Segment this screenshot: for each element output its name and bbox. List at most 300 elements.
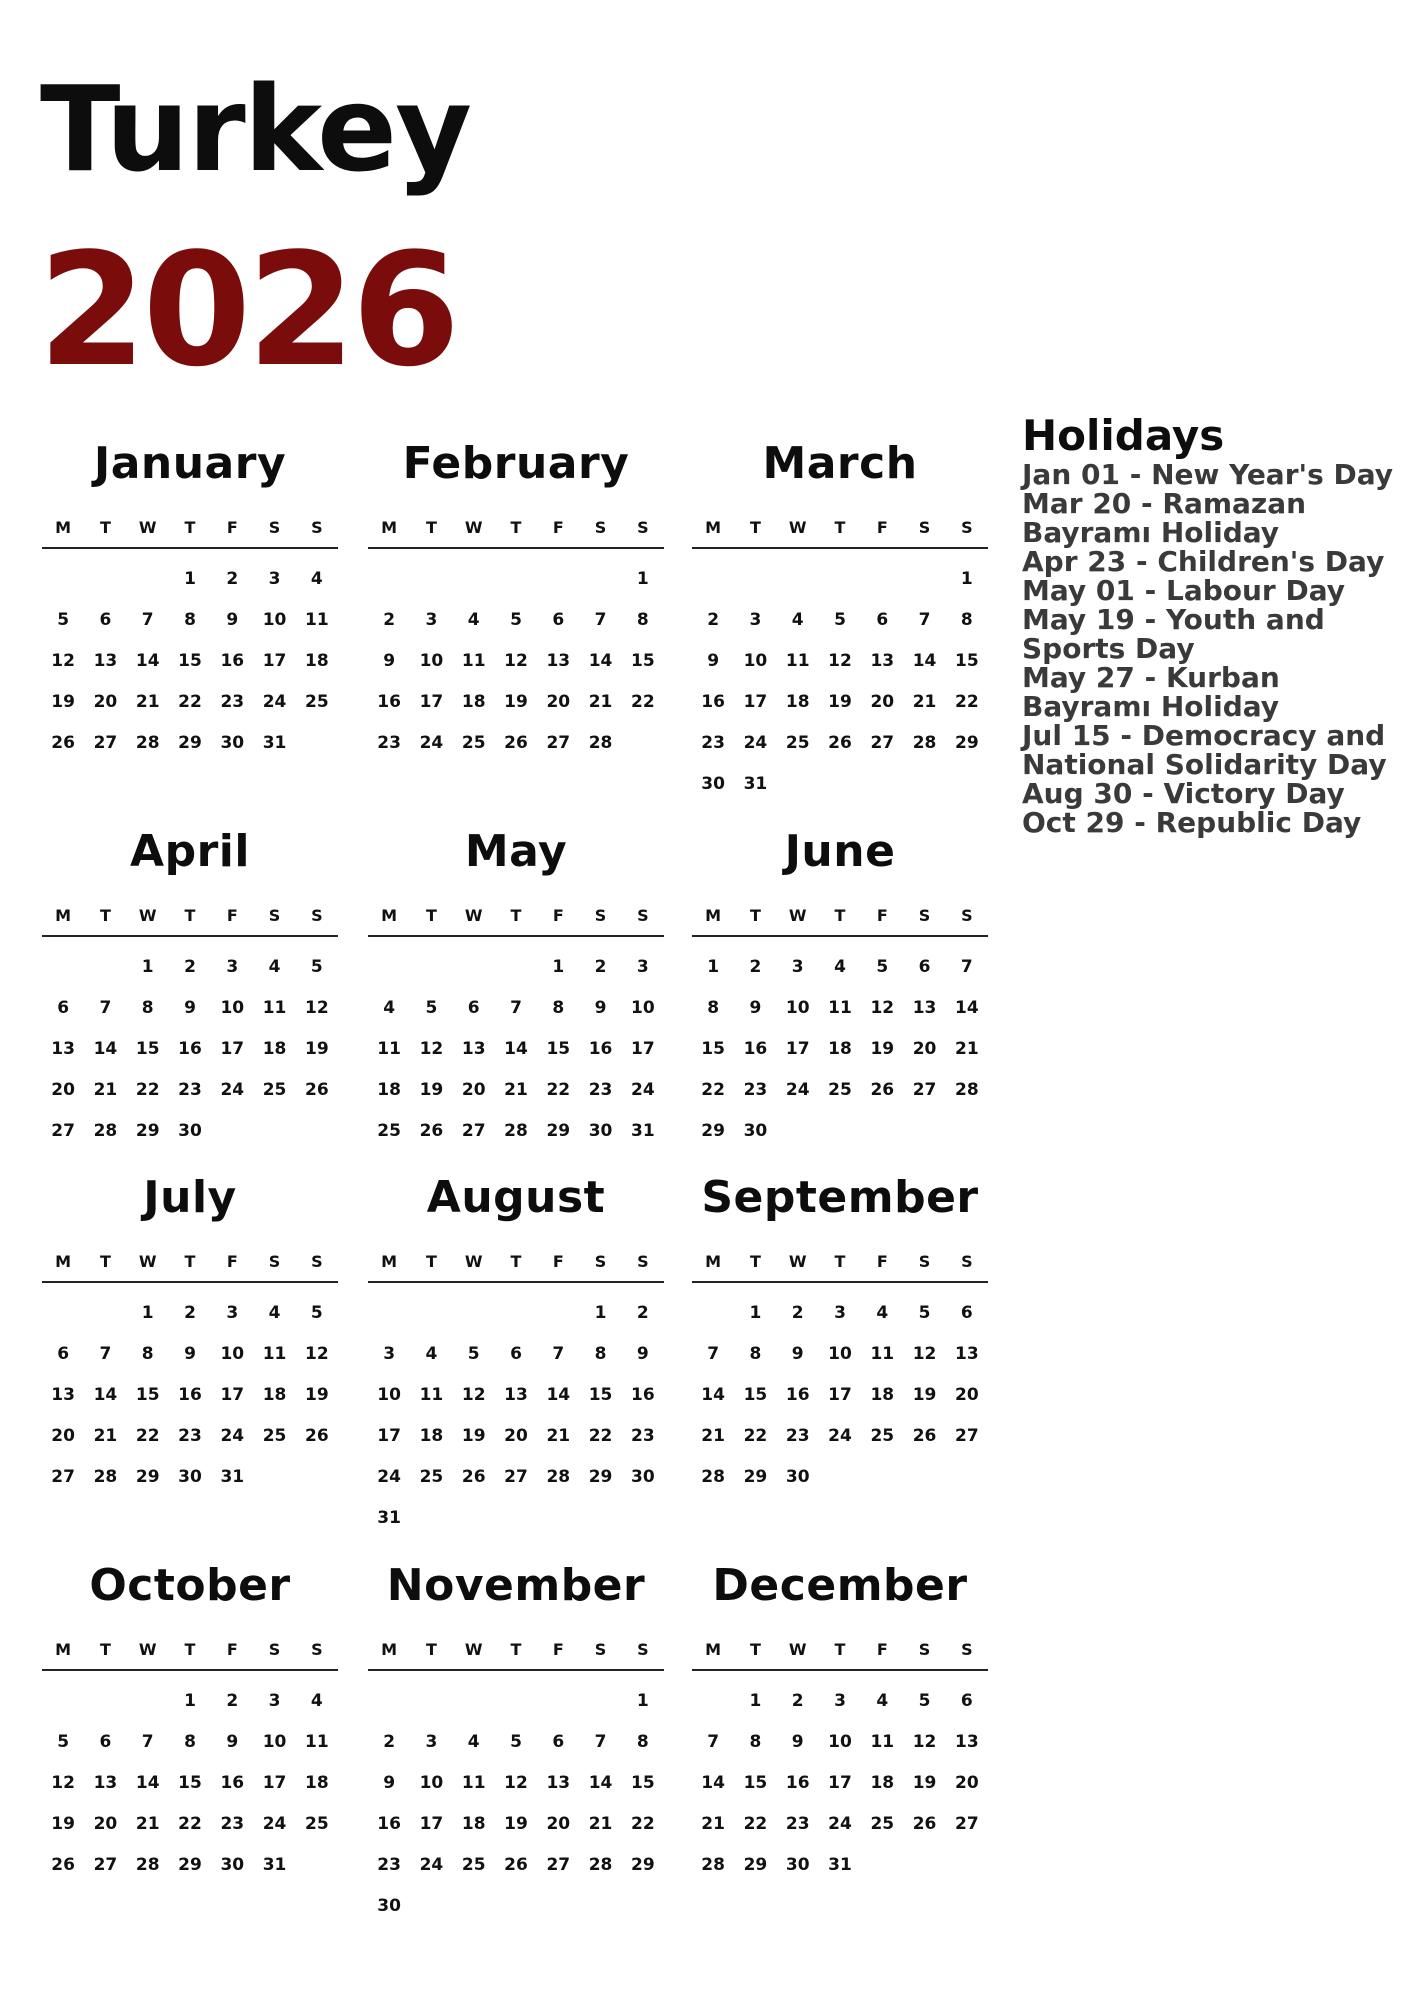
day-cell: 14 — [912, 651, 937, 671]
day-cell: 27 — [504, 1467, 528, 1487]
day-cell: 17 — [262, 1773, 287, 1793]
weekday-label: T — [510, 1252, 522, 1271]
day-cell: 27 — [955, 1814, 979, 1834]
day-cell: 3 — [425, 1732, 438, 1752]
weekday-label: S — [637, 906, 649, 925]
weekday-header-row — [692, 1640, 988, 1671]
day-cell: 12 — [828, 651, 852, 671]
day-cell: 23 — [220, 1814, 245, 1834]
country-title: Turkey — [40, 60, 470, 198]
day-cell: 9 — [184, 1344, 196, 1364]
day-cell: 20 — [912, 1039, 937, 1059]
day-cell: 18 — [377, 1080, 401, 1100]
day-cell: 1 — [636, 1691, 649, 1711]
day-cell: 11 — [785, 651, 810, 671]
day-cell: 8 — [141, 998, 154, 1018]
weekday-header-row — [368, 518, 664, 549]
weekday-header-row — [42, 518, 338, 549]
day-cell: 13 — [955, 1732, 979, 1752]
day-cell: 14 — [701, 1385, 725, 1405]
day-cell: 23 — [631, 1426, 655, 1446]
weekday-label: M — [55, 1252, 72, 1271]
day-cell: 24 — [220, 1080, 245, 1100]
day-cell: 26 — [870, 1080, 895, 1100]
day-cell: 24 — [419, 1855, 444, 1875]
weekday-label: T — [425, 1252, 437, 1271]
month-name: May — [464, 826, 568, 877]
day-grid — [42, 559, 338, 764]
day-cell: 6 — [99, 610, 112, 630]
day-cell: 23 — [785, 1814, 810, 1834]
day-cell: 24 — [419, 733, 444, 753]
day-cell: 12 — [461, 1385, 486, 1405]
weekday-label: W — [788, 1252, 807, 1271]
day-cell: 29 — [701, 1121, 725, 1141]
day-cell: 18 — [461, 1814, 486, 1834]
day-cell: 10 — [377, 1385, 401, 1405]
day-cell: 14 — [504, 1039, 528, 1059]
day-cell: 12 — [419, 1039, 444, 1059]
day-cell: 30 — [631, 1467, 655, 1487]
weekday-header-row — [368, 1252, 664, 1283]
weekday-label: W — [788, 1640, 807, 1659]
month-november — [368, 1560, 664, 1927]
weekday-label: T — [749, 518, 761, 537]
day-cell: 16 — [377, 692, 401, 712]
day-cell: 19 — [828, 692, 852, 712]
weekday-label: T — [184, 1252, 196, 1271]
day-cell: 25 — [870, 1426, 895, 1446]
day-cell: 2 — [383, 1732, 396, 1752]
day-cell: 5 — [510, 1732, 522, 1752]
empty-day-cell — [84, 947, 126, 988]
day-cell: 27 — [546, 733, 571, 753]
weekday-label: S — [918, 1252, 931, 1271]
day-cell: 3 — [383, 1344, 396, 1364]
empty-day-cell — [453, 1293, 495, 1334]
weekday-label: S — [637, 518, 649, 537]
weekday-label: S — [594, 1640, 607, 1659]
weekday-label: T — [184, 906, 196, 925]
month-september — [692, 1172, 988, 1498]
day-cell: 24 — [785, 1080, 810, 1100]
day-cell: 20 — [546, 692, 571, 712]
weekday-label: T — [184, 1640, 196, 1659]
day-cell: 16 — [785, 1385, 810, 1405]
day-cell: 13 — [504, 1385, 528, 1405]
day-cell: 5 — [876, 957, 889, 977]
day-cell: 18 — [305, 1773, 329, 1793]
weekday-label: W — [788, 518, 807, 537]
holiday-list — [1022, 460, 1402, 837]
day-cell: 4 — [310, 569, 323, 589]
day-cell: 3 — [425, 610, 438, 630]
day-cell: 1 — [594, 1303, 607, 1323]
day-cell: 28 — [135, 1855, 160, 1875]
empty-day-cell — [579, 1681, 621, 1722]
day-cell: 28 — [588, 733, 613, 753]
month-august — [368, 1172, 664, 1539]
day-cell: 7 — [99, 1344, 112, 1364]
day-cell: 13 — [870, 651, 895, 671]
day-cell: 10 — [743, 651, 768, 671]
day-cell: 8 — [636, 1732, 649, 1752]
day-cell: 14 — [955, 998, 979, 1018]
day-cell: 2 — [791, 1303, 804, 1323]
empty-day-cell — [537, 559, 579, 600]
day-grid — [692, 1681, 988, 1886]
weekday-label: S — [918, 1640, 931, 1659]
day-cell: 28 — [93, 1467, 118, 1487]
day-cell: 30 — [178, 1121, 202, 1141]
day-cell: 31 — [828, 1855, 852, 1875]
day-cell: 22 — [178, 692, 202, 712]
weekday-label: S — [637, 1252, 649, 1271]
weekday-label: S — [961, 518, 973, 537]
weekday-label: S — [918, 518, 931, 537]
weekday-label: T — [99, 518, 111, 537]
day-cell: 11 — [461, 1773, 486, 1793]
day-cell: 30 — [178, 1467, 202, 1487]
day-cell: 12 — [504, 1773, 528, 1793]
day-cell: 5 — [57, 610, 70, 630]
day-cell: 11 — [870, 1344, 895, 1364]
day-cell: 27 — [51, 1467, 75, 1487]
day-cell: 15 — [701, 1039, 725, 1059]
day-cell: 19 — [870, 1039, 895, 1059]
empty-day-cell — [42, 559, 84, 600]
day-cell: 14 — [135, 651, 160, 671]
day-cell: 16 — [588, 1039, 613, 1059]
day-cell: 21 — [701, 1426, 725, 1446]
day-cell: 13 — [93, 651, 118, 671]
day-cell: 26 — [305, 1426, 329, 1446]
weekday-label: T — [834, 1252, 846, 1271]
day-cell: 18 — [262, 1385, 287, 1405]
day-cell: 1 — [552, 957, 565, 977]
day-cell: 6 — [510, 1344, 522, 1364]
weekday-label: S — [311, 518, 323, 537]
day-cell: 28 — [701, 1467, 725, 1487]
weekday-header-row — [692, 518, 988, 549]
weekday-label: T — [749, 1640, 761, 1659]
day-cell: 25 — [461, 733, 486, 753]
day-cell: 7 — [594, 1732, 607, 1752]
day-cell: 16 — [377, 1814, 401, 1834]
day-cell: 11 — [262, 998, 287, 1018]
day-cell: 10 — [631, 998, 655, 1018]
day-cell: 6 — [57, 998, 70, 1018]
day-cell: 1 — [707, 957, 720, 977]
day-cell: 25 — [785, 733, 810, 753]
day-cell: 6 — [57, 1344, 70, 1364]
day-cell: 28 — [546, 1467, 571, 1487]
day-cell: 25 — [461, 1855, 486, 1875]
day-cell: 8 — [749, 1344, 762, 1364]
day-cell: 9 — [791, 1344, 804, 1364]
weekday-header-row — [368, 1640, 664, 1671]
day-cell: 5 — [834, 610, 846, 630]
day-cell: 30 — [701, 774, 725, 794]
day-cell: 2 — [226, 569, 239, 589]
weekday-label: T — [834, 518, 846, 537]
day-grid — [692, 559, 988, 805]
day-cell: 19 — [912, 1773, 937, 1793]
day-cell: 7 — [960, 957, 973, 977]
day-cell: 18 — [419, 1426, 444, 1446]
day-cell: 9 — [749, 998, 762, 1018]
day-cell: 20 — [51, 1080, 75, 1100]
day-cell: 7 — [707, 1344, 720, 1364]
day-cell: 9 — [594, 998, 607, 1018]
day-cell: 5 — [918, 1691, 931, 1711]
day-cell: 2 — [791, 1691, 804, 1711]
day-cell: 1 — [749, 1303, 762, 1323]
empty-day-cell — [903, 559, 945, 600]
empty-day-cell — [453, 1681, 495, 1722]
holiday-item: Apr 23 - Children's Day — [1022, 545, 1385, 578]
day-cell: 7 — [141, 1732, 154, 1752]
weekday-label: S — [594, 1252, 607, 1271]
weekday-label: M — [381, 1640, 398, 1659]
month-name: July — [143, 1172, 237, 1223]
day-cell: 30 — [220, 1855, 245, 1875]
day-cell: 30 — [785, 1855, 810, 1875]
day-cell: 9 — [707, 651, 720, 671]
day-cell: 18 — [870, 1385, 895, 1405]
day-cell: 24 — [377, 1467, 401, 1487]
day-cell: 20 — [870, 692, 895, 712]
holidays-panel — [1022, 412, 1402, 837]
weekday-label: W — [138, 1640, 157, 1659]
day-cell: 9 — [383, 651, 396, 671]
weekday-label: F — [226, 906, 238, 925]
weekday-label: T — [425, 906, 437, 925]
weekday-label: S — [594, 518, 607, 537]
day-cell: 28 — [912, 733, 937, 753]
day-cell: 13 — [51, 1039, 75, 1059]
day-cell: 21 — [588, 1814, 613, 1834]
weekday-label: S — [311, 906, 323, 925]
day-cell: 17 — [262, 651, 287, 671]
day-cell: 17 — [419, 692, 444, 712]
day-cell: 24 — [262, 1814, 287, 1834]
day-cell: 17 — [220, 1039, 245, 1059]
day-cell: 21 — [135, 692, 160, 712]
day-cell: 27 — [93, 733, 118, 753]
day-cell: 12 — [51, 651, 75, 671]
day-cell: 22 — [135, 1426, 160, 1446]
holiday-item: Mar 20 - Ramazan Bayramı Holiday — [1022, 487, 1307, 549]
day-cell: 17 — [377, 1426, 401, 1446]
weekday-label: F — [552, 518, 564, 537]
day-cell: 31 — [743, 774, 768, 794]
day-cell: 3 — [226, 957, 239, 977]
day-cell: 29 — [588, 1467, 613, 1487]
day-cell: 24 — [828, 1814, 852, 1834]
empty-day-cell — [692, 1681, 734, 1722]
day-cell: 23 — [377, 733, 401, 753]
day-cell: 14 — [588, 651, 613, 671]
month-name: August — [426, 1172, 606, 1223]
day-cell: 3 — [834, 1303, 846, 1323]
day-cell: 6 — [960, 1303, 973, 1323]
day-cell: 16 — [785, 1773, 810, 1793]
day-cell: 31 — [377, 1508, 401, 1528]
day-cell: 24 — [262, 692, 287, 712]
day-cell: 28 — [93, 1121, 118, 1141]
day-cell: 26 — [461, 1467, 486, 1487]
weekday-label: F — [226, 1640, 238, 1659]
empty-day-cell — [861, 559, 903, 600]
weekday-label: F — [876, 906, 888, 925]
empty-day-cell — [410, 1681, 452, 1722]
weekday-label: M — [381, 1252, 398, 1271]
weekday-label: F — [552, 1252, 564, 1271]
day-cell: 26 — [912, 1814, 937, 1834]
day-cell: 7 — [707, 1732, 720, 1752]
holiday-item: Jan 01 - New Year's Day — [1022, 458, 1394, 491]
weekday-label: W — [138, 1252, 157, 1271]
day-grid — [42, 1293, 338, 1498]
day-cell: 6 — [552, 1732, 565, 1752]
day-cell: 19 — [305, 1385, 329, 1405]
day-cell: 7 — [510, 998, 522, 1018]
day-cell: 16 — [220, 651, 245, 671]
day-grid — [368, 559, 664, 764]
day-cell: 12 — [51, 1773, 75, 1793]
day-cell: 15 — [631, 651, 655, 671]
weekday-label: S — [594, 906, 607, 925]
day-cell: 15 — [135, 1039, 160, 1059]
day-cell: 9 — [383, 1773, 396, 1793]
weekday-label: W — [464, 1252, 483, 1271]
month-name: April — [130, 826, 250, 877]
day-cell: 23 — [178, 1080, 202, 1100]
day-cell: 19 — [504, 692, 528, 712]
day-cell: 29 — [178, 733, 202, 753]
day-cell: 8 — [594, 1344, 607, 1364]
day-cell: 1 — [636, 569, 649, 589]
day-cell: 2 — [184, 957, 196, 977]
day-cell: 11 — [828, 998, 852, 1018]
month-february — [368, 438, 664, 764]
day-cell: 5 — [467, 1344, 480, 1364]
day-cell: 25 — [305, 692, 329, 712]
day-cell: 21 — [135, 1814, 160, 1834]
holiday-item: May 19 - Youth and Sports Day — [1022, 603, 1325, 665]
day-cell: 11 — [419, 1385, 444, 1405]
day-cell: 11 — [262, 1344, 287, 1364]
day-cell: 9 — [226, 610, 239, 630]
holidays-title: Holidays — [1022, 411, 1225, 460]
day-cell: 8 — [707, 998, 720, 1018]
day-cell: 21 — [912, 692, 937, 712]
day-grid — [368, 1293, 664, 1539]
weekday-label: F — [876, 1252, 888, 1271]
empty-day-cell — [495, 947, 537, 988]
day-cell: 17 — [220, 1385, 245, 1405]
day-cell: 6 — [467, 998, 480, 1018]
empty-day-cell — [127, 559, 169, 600]
day-cell: 22 — [135, 1080, 160, 1100]
day-cell: 2 — [594, 957, 607, 977]
day-cell: 24 — [631, 1080, 655, 1100]
weekday-label: S — [311, 1640, 323, 1659]
weekday-label: W — [788, 906, 807, 925]
day-cell: 19 — [504, 1814, 528, 1834]
day-cell: 17 — [743, 692, 768, 712]
day-cell: 12 — [305, 1344, 329, 1364]
day-cell: 8 — [749, 1732, 762, 1752]
day-cell: 1 — [184, 569, 196, 589]
weekday-label: T — [99, 1252, 111, 1271]
holiday-item: Jul 15 - Democracy and National Solidarity Day — [1022, 719, 1387, 781]
day-cell: 6 — [960, 1691, 973, 1711]
day-cell: 19 — [305, 1039, 329, 1059]
day-cell: 12 — [305, 998, 329, 1018]
day-cell: 19 — [51, 1814, 75, 1834]
month-name: December — [712, 1560, 968, 1611]
day-cell: 15 — [743, 1385, 768, 1405]
day-cell: 13 — [546, 651, 571, 671]
day-cell: 26 — [504, 733, 528, 753]
day-cell: 28 — [701, 1855, 725, 1875]
weekday-label: T — [425, 518, 437, 537]
day-grid — [42, 1681, 338, 1886]
day-cell: 11 — [377, 1039, 401, 1059]
day-cell: 2 — [749, 957, 762, 977]
day-cell: 8 — [141, 1344, 154, 1364]
day-cell: 30 — [743, 1121, 768, 1141]
day-cell: 21 — [93, 1426, 118, 1446]
empty-day-cell — [127, 1681, 169, 1722]
day-cell: 28 — [504, 1121, 528, 1141]
weekday-label: M — [55, 518, 72, 537]
day-cell: 16 — [631, 1385, 655, 1405]
day-cell: 20 — [93, 1814, 118, 1834]
day-cell: 15 — [955, 651, 979, 671]
day-cell: 21 — [93, 1080, 118, 1100]
day-cell: 7 — [141, 610, 154, 630]
day-cell: 21 — [546, 1426, 571, 1446]
weekday-label: S — [961, 906, 973, 925]
weekday-label: T — [510, 906, 522, 925]
day-cell: 25 — [305, 1814, 329, 1834]
weekday-label: T — [510, 518, 522, 537]
day-cell: 10 — [220, 998, 245, 1018]
weekday-label: S — [311, 1252, 323, 1271]
day-cell: 5 — [425, 998, 438, 1018]
empty-day-cell — [579, 559, 621, 600]
day-cell: 4 — [876, 1691, 889, 1711]
day-cell: 19 — [51, 692, 75, 712]
empty-day-cell — [84, 1681, 126, 1722]
weekday-label: T — [834, 906, 846, 925]
day-cell: 26 — [305, 1080, 329, 1100]
day-cell: 4 — [425, 1344, 438, 1364]
day-cell: 19 — [461, 1426, 486, 1446]
day-cell: 6 — [99, 1732, 112, 1752]
day-cell: 13 — [51, 1385, 75, 1405]
day-grid — [42, 947, 338, 1152]
weekday-label: T — [834, 1640, 846, 1659]
day-cell: 25 — [262, 1080, 287, 1100]
weekday-label: M — [55, 1640, 72, 1659]
day-cell: 6 — [552, 610, 565, 630]
day-cell: 22 — [631, 692, 655, 712]
day-cell: 21 — [504, 1080, 528, 1100]
